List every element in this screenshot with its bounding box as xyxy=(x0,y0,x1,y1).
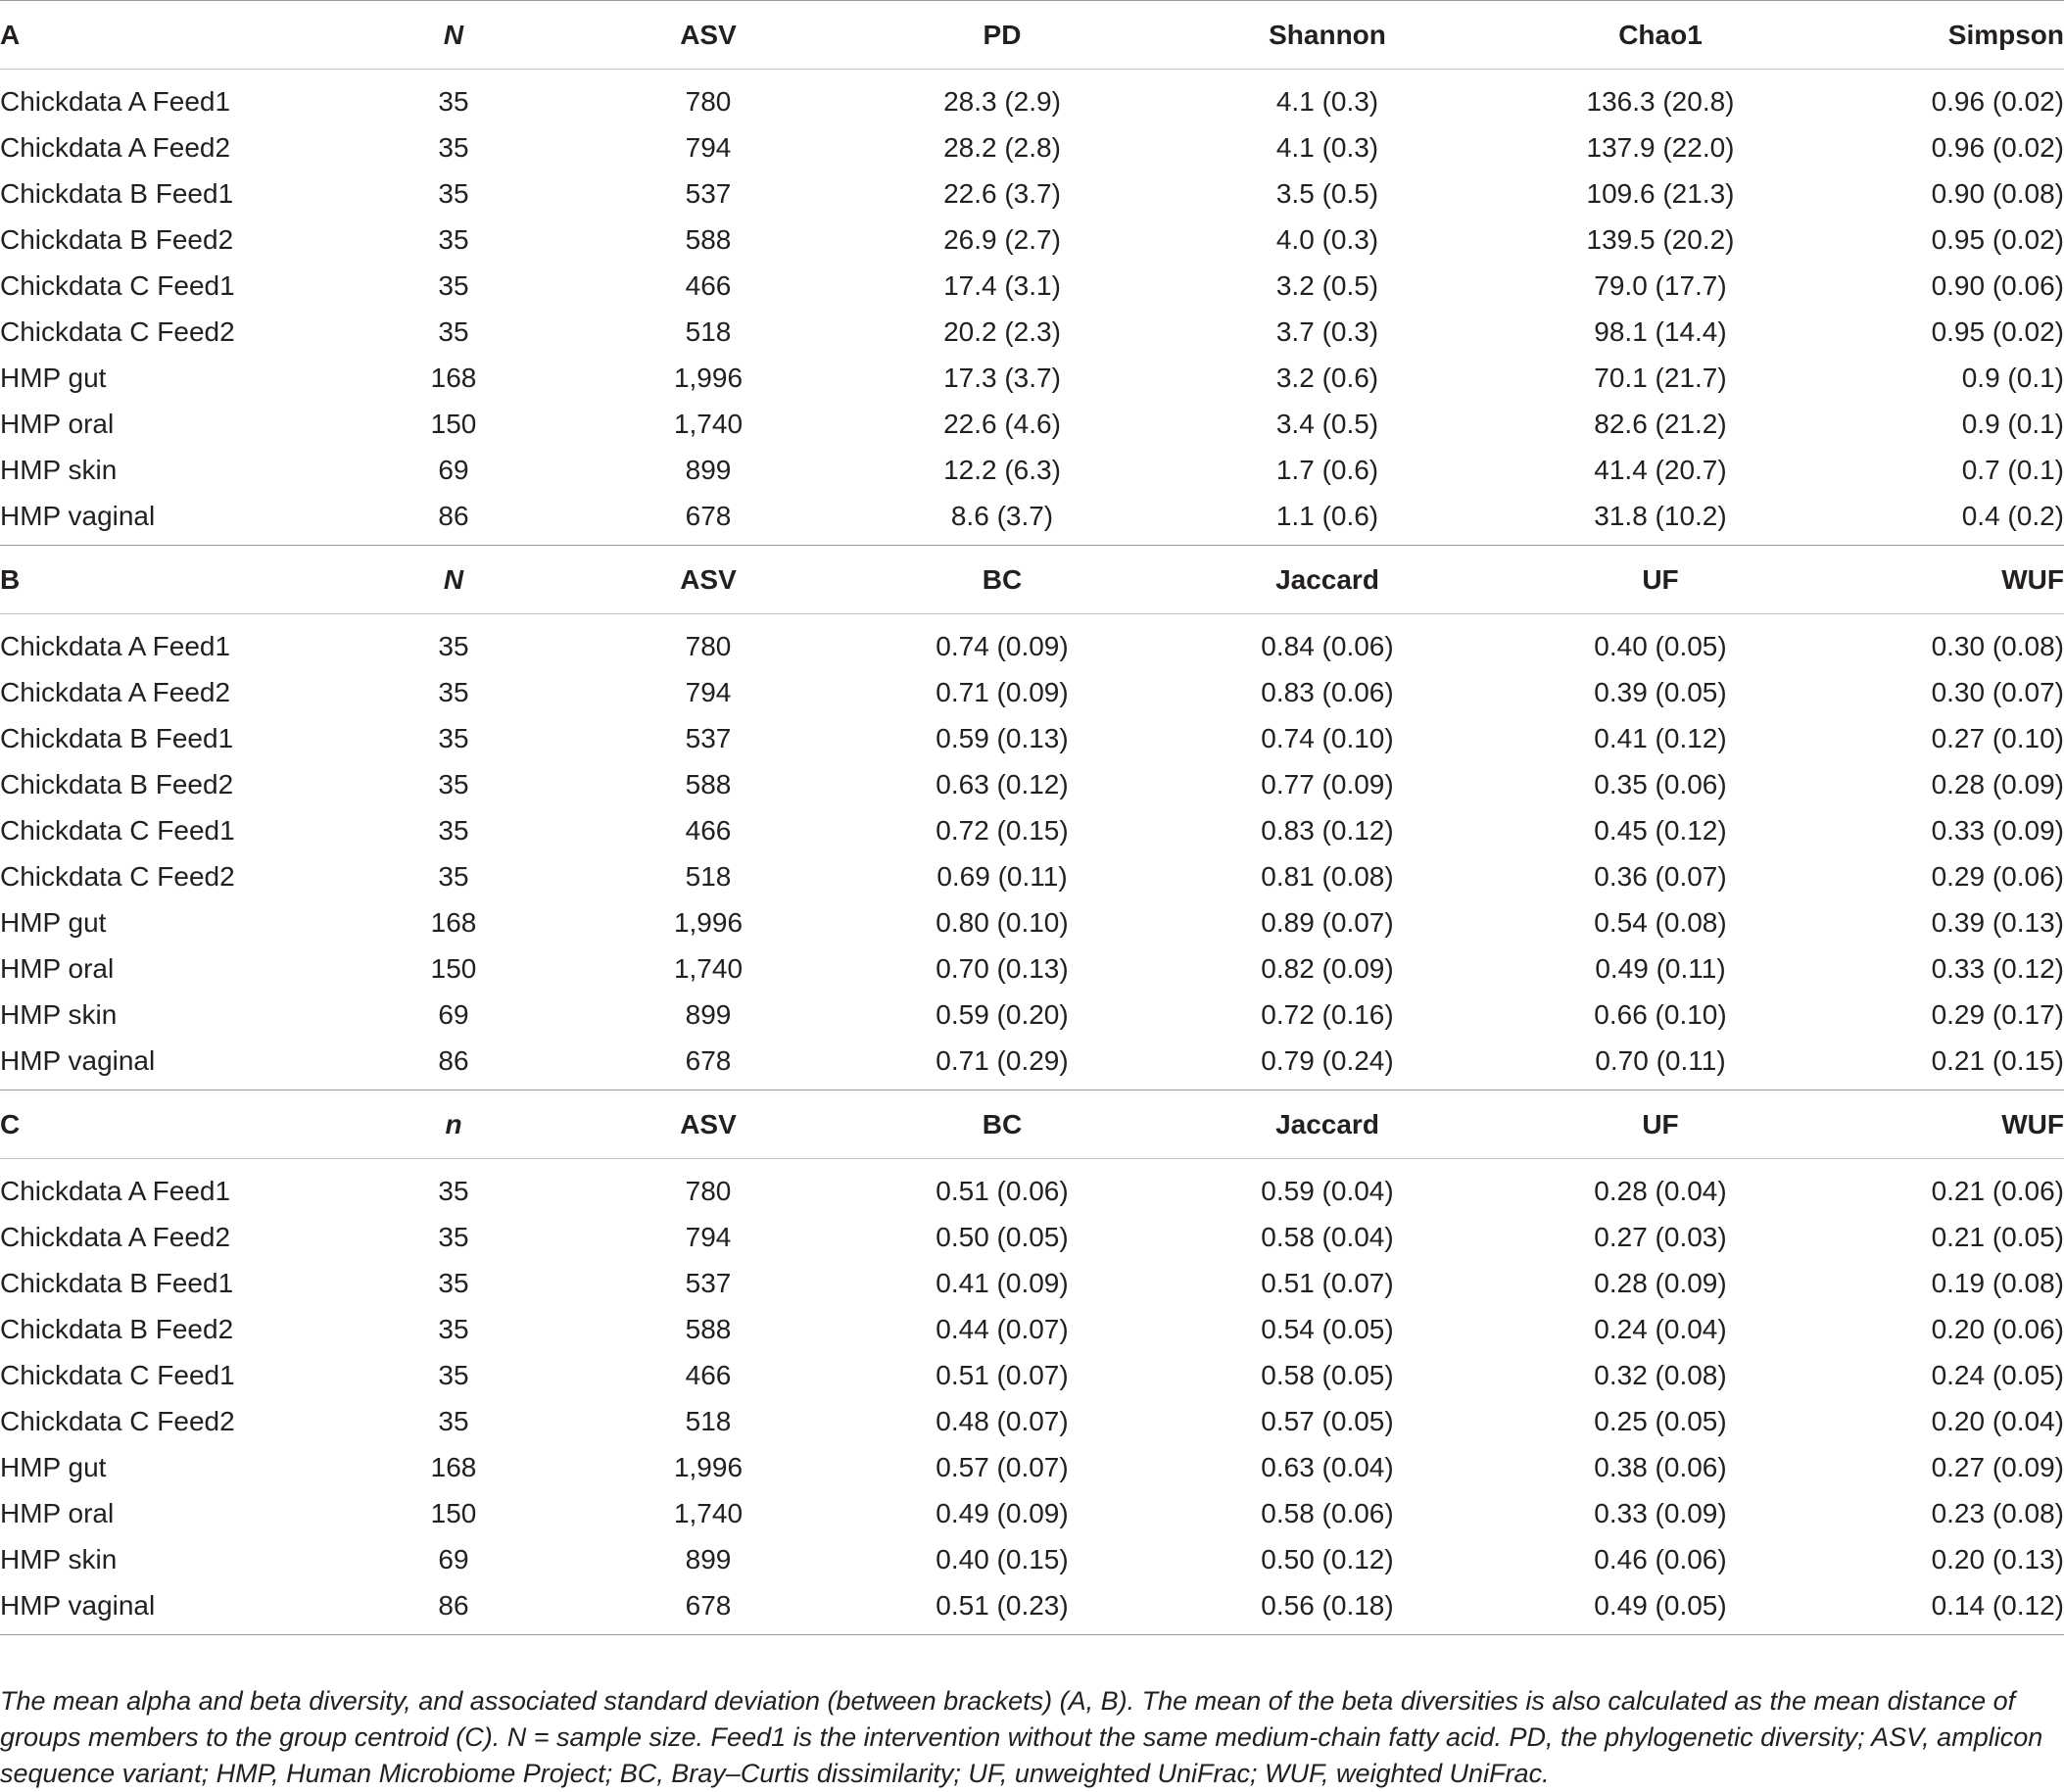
table-cell: 0.36 (0.07) xyxy=(1594,860,1727,892)
table-cell: 0.50 (0.05) xyxy=(936,1221,1069,1252)
table-cell: 0.21 (0.05) xyxy=(1931,1221,2064,1252)
table-cell: 0.71 (0.09) xyxy=(936,676,1069,707)
table-cell: 0.89 (0.07) xyxy=(1261,906,1394,938)
table-cell: 0.41 (0.12) xyxy=(1594,722,1727,753)
table-cell: 0.23 (0.08) xyxy=(1931,1497,2064,1528)
row-label: HMP vaginal xyxy=(0,1044,156,1076)
table-cell: 31.8 (10.2) xyxy=(1594,500,1727,531)
table-cell: 35 xyxy=(438,860,469,892)
table-cell: 1.1 (0.6) xyxy=(1275,500,1379,531)
table-cell: 0.49 (0.11) xyxy=(1595,952,1726,984)
table-row xyxy=(0,263,2064,309)
table-cell: 150 xyxy=(430,408,477,439)
table-row xyxy=(0,715,2064,761)
section-body-a xyxy=(0,70,2064,545)
table-cell: 0.33 (0.12) xyxy=(1931,952,2064,984)
table-cell: 0.39 (0.05) xyxy=(1594,676,1727,707)
table-cell: 28.3 (2.9) xyxy=(943,85,1061,117)
table-cell: 0.20 (0.06) xyxy=(1931,1313,2064,1344)
table-cell: 780 xyxy=(685,630,732,661)
table-caption: The mean alpha and beta diversity, and associated standard deviation (between brackets) (A, B). The mean of the beta diversities is also calculated as the mean distance of groups members to the group centroid (C). N = sample size. Feed1 is the intervention without the same medium-chain fatty acid. PD, the phylogenetic diversity; ASV, amplicon sequence variant; HMP, Human Microbiome Project; BC, Bray–Curtis dissimilarity; UF, unweighted UniFrac; WUF, weighted UniFrac. xyxy=(0,1686,2043,1788)
table-cell: 69 xyxy=(438,454,469,485)
table-cell: 0.21 (0.15) xyxy=(1931,1044,2064,1076)
table-cell: 0.33 (0.09) xyxy=(1931,814,2064,846)
row-label: Chickdata C Feed1 xyxy=(0,269,235,301)
table-row xyxy=(0,853,2064,899)
table-cell: 35 xyxy=(438,177,469,209)
table-cell: 0.24 (0.05) xyxy=(1931,1359,2064,1390)
table-cell: 0.14 (0.12) xyxy=(1931,1589,2064,1621)
table-cell: 0.82 (0.09) xyxy=(1261,952,1394,984)
table-cell: 0.79 (0.24) xyxy=(1261,1044,1394,1076)
table-cell: 518 xyxy=(685,860,732,892)
table-cell: 0.95 (0.02) xyxy=(1931,223,2064,255)
table-cell: 35 xyxy=(438,1221,469,1252)
table-cell: 466 xyxy=(685,1359,732,1390)
row-label: Chickdata B Feed1 xyxy=(0,177,234,209)
table-cell: 35 xyxy=(438,131,469,163)
table-cell: 1,740 xyxy=(673,408,744,439)
table-cell: 35 xyxy=(438,85,469,117)
row-label: HMP skin xyxy=(0,998,118,1030)
table-cell: 0.27 (0.10) xyxy=(1931,722,2064,753)
table-cell: 678 xyxy=(685,1044,732,1076)
table-cell: 0.33 (0.09) xyxy=(1594,1497,1727,1528)
table-cell: 588 xyxy=(685,223,732,255)
table-cell: 1,740 xyxy=(673,952,744,984)
row-label: Chickdata C Feed1 xyxy=(0,1359,235,1390)
row-label: HMP gut xyxy=(0,1451,107,1482)
table-cell: 12.2 (6.3) xyxy=(943,454,1061,485)
table-cell: 0.90 (0.06) xyxy=(1931,269,2064,301)
table-row xyxy=(0,170,2064,217)
table-cell: 537 xyxy=(685,177,732,209)
table-cell: 35 xyxy=(438,269,469,301)
table-cell: 537 xyxy=(685,722,732,753)
table-cell: 0.24 (0.04) xyxy=(1594,1313,1727,1344)
table-cell: 0.80 (0.10) xyxy=(936,906,1069,938)
table-cell: 98.1 (14.4) xyxy=(1594,315,1727,347)
table-cell: 0.39 (0.13) xyxy=(1931,906,2064,938)
table-cell: 899 xyxy=(685,454,732,485)
section-header-a xyxy=(0,0,2064,70)
table-cell: 899 xyxy=(685,1543,732,1574)
section-body-b xyxy=(0,614,2064,1090)
row-label: HMP vaginal xyxy=(0,1589,156,1621)
table-cell: 0.51 (0.23) xyxy=(936,1589,1069,1621)
table-cell: 0.21 (0.06) xyxy=(1931,1175,2064,1206)
table-cell: 86 xyxy=(438,1589,469,1621)
table-cell: 678 xyxy=(685,1589,732,1621)
table-bottom-rule xyxy=(0,1634,2064,1635)
table-cell: 35 xyxy=(438,315,469,347)
table-cell: 0.46 (0.06) xyxy=(1594,1543,1727,1574)
table-cell: 0.81 (0.08) xyxy=(1261,860,1394,892)
table-cell: 0.58 (0.05) xyxy=(1261,1359,1394,1390)
table-row xyxy=(0,1398,2064,1444)
table-cell: 0.49 (0.09) xyxy=(936,1497,1069,1528)
column-header: UF xyxy=(1642,563,1679,595)
table-cell: 0.48 (0.07) xyxy=(936,1405,1069,1436)
table-cell: 0.59 (0.20) xyxy=(936,998,1069,1030)
table-cell: 0.27 (0.03) xyxy=(1594,1221,1727,1252)
table-cell: 3.2 (0.5) xyxy=(1275,269,1379,301)
table-cell: 70.1 (21.7) xyxy=(1594,362,1727,393)
table-cell: 0.74 (0.09) xyxy=(936,630,1069,661)
table-cell: 35 xyxy=(438,223,469,255)
table-cell: 518 xyxy=(685,315,732,347)
table-cell: 0.19 (0.08) xyxy=(1931,1267,2064,1298)
row-label: HMP oral xyxy=(0,408,115,439)
table-cell: 35 xyxy=(438,1405,469,1436)
table-cell: 0.40 (0.15) xyxy=(936,1543,1069,1574)
table-cell: 0.35 (0.06) xyxy=(1594,768,1727,799)
table-cell: 1,740 xyxy=(673,1497,744,1528)
column-header: Jaccard xyxy=(1275,563,1379,595)
table-cell: 0.54 (0.05) xyxy=(1261,1313,1394,1344)
row-label: Chickdata B Feed1 xyxy=(0,1267,234,1298)
table-cell: 35 xyxy=(438,1359,469,1390)
table-cell: 0.66 (0.10) xyxy=(1594,998,1727,1030)
table-cell: 0.28 (0.09) xyxy=(1594,1267,1727,1298)
row-label: HMP skin xyxy=(0,454,118,485)
table-cell: 1,996 xyxy=(673,1451,744,1482)
row-label: Chickdata C Feed2 xyxy=(0,315,235,347)
table-row xyxy=(0,309,2064,355)
row-label: Chickdata A Feed1 xyxy=(0,1175,231,1206)
table-cell: 168 xyxy=(430,362,477,393)
table-cell: 0.50 (0.12) xyxy=(1261,1543,1394,1574)
table-row xyxy=(0,1260,2064,1306)
table-cell: 0.28 (0.04) xyxy=(1594,1175,1727,1206)
table-cell: 0.29 (0.17) xyxy=(1931,998,2064,1030)
table-cell: 0.74 (0.10) xyxy=(1261,722,1394,753)
table-row xyxy=(0,1168,2064,1214)
row-label: Chickdata B Feed2 xyxy=(0,1313,234,1344)
table-cell: 899 xyxy=(685,998,732,1030)
table-cell: 137.9 (22.0) xyxy=(1586,131,1735,163)
column-header: ASV xyxy=(680,563,737,595)
table-cell: 0.58 (0.04) xyxy=(1261,1221,1394,1252)
table-cell: 1.7 (0.6) xyxy=(1275,454,1379,485)
table-row xyxy=(0,899,2064,945)
row-label: Chickdata C Feed1 xyxy=(0,814,235,846)
table-cell: 0.4 (0.2) xyxy=(1961,500,2064,531)
table-row xyxy=(0,1490,2064,1536)
column-header: N xyxy=(443,19,464,50)
row-label: HMP vaginal xyxy=(0,500,156,531)
table-cell: 86 xyxy=(438,500,469,531)
table-cell: 0.25 (0.05) xyxy=(1594,1405,1727,1436)
table-cell: 794 xyxy=(685,131,732,163)
table-cell: 0.30 (0.08) xyxy=(1931,630,2064,661)
table-cell: 0.51 (0.07) xyxy=(1261,1267,1394,1298)
table-cell: 0.83 (0.06) xyxy=(1261,676,1394,707)
table-row xyxy=(0,623,2064,669)
table-cell: 537 xyxy=(685,1267,732,1298)
row-label: Chickdata B Feed2 xyxy=(0,768,234,799)
table-cell: 168 xyxy=(430,906,477,938)
column-header: n xyxy=(445,1108,462,1139)
column-header: Chao1 xyxy=(1618,19,1703,50)
table-row xyxy=(0,78,2064,124)
table-cell: 17.4 (3.1) xyxy=(943,269,1061,301)
table-cell: 780 xyxy=(685,1175,732,1206)
column-header: Jaccard xyxy=(1275,1108,1379,1139)
table-row xyxy=(0,1444,2064,1490)
column-header: BC xyxy=(982,1108,1023,1139)
column-header: Shannon xyxy=(1269,19,1386,50)
table-cell: 0.84 (0.06) xyxy=(1261,630,1394,661)
table-cell: 3.2 (0.6) xyxy=(1275,362,1379,393)
section-header-b xyxy=(0,545,2064,614)
table-cell: 35 xyxy=(438,676,469,707)
table-row xyxy=(0,1352,2064,1398)
table-cell: 0.20 (0.13) xyxy=(1931,1543,2064,1574)
table-row xyxy=(0,945,2064,992)
table-cell: 780 xyxy=(685,85,732,117)
table-row xyxy=(0,217,2064,263)
table-cell: 0.95 (0.02) xyxy=(1931,315,2064,347)
table-cell: 1,996 xyxy=(673,906,744,938)
table-cell: 35 xyxy=(438,722,469,753)
section-body-c xyxy=(0,1159,2064,1634)
table-cell: 26.9 (2.7) xyxy=(943,223,1061,255)
table-cell: 41.4 (20.7) xyxy=(1594,454,1727,485)
table-cell: 588 xyxy=(685,768,732,799)
table-cell: 518 xyxy=(685,1405,732,1436)
table-cell: 0.56 (0.18) xyxy=(1261,1589,1394,1621)
table-cell: 0.7 (0.1) xyxy=(1961,454,2064,485)
row-label: Chickdata A Feed1 xyxy=(0,85,231,117)
column-header: BC xyxy=(982,563,1023,595)
column-header: Simpson xyxy=(1947,19,2064,50)
table-cell: 69 xyxy=(438,998,469,1030)
table-cell: 3.5 (0.5) xyxy=(1275,177,1379,209)
table-cell: 0.51 (0.06) xyxy=(936,1175,1069,1206)
column-header: WUF xyxy=(2001,1108,2064,1139)
table-cell: 0.59 (0.13) xyxy=(936,722,1069,753)
row-label: HMP skin xyxy=(0,1543,118,1574)
table-row xyxy=(0,355,2064,401)
table-row xyxy=(0,1214,2064,1260)
table-row xyxy=(0,761,2064,807)
table-cell: 0.40 (0.05) xyxy=(1594,630,1727,661)
table-cell: 79.0 (17.7) xyxy=(1594,269,1727,301)
table-cell: 35 xyxy=(438,1175,469,1206)
table-row xyxy=(0,1536,2064,1582)
table-row xyxy=(0,807,2064,853)
table-cell: 3.4 (0.5) xyxy=(1275,408,1379,439)
table-cell: 0.41 (0.09) xyxy=(936,1267,1069,1298)
table-cell: 136.3 (20.8) xyxy=(1586,85,1735,117)
table-row xyxy=(0,493,2064,539)
table-cell: 22.6 (3.7) xyxy=(943,177,1061,209)
table-cell: 794 xyxy=(685,1221,732,1252)
table-cell: 150 xyxy=(430,952,477,984)
table-row xyxy=(0,1582,2064,1628)
table-cell: 86 xyxy=(438,1044,469,1076)
table-cell: 794 xyxy=(685,676,732,707)
row-label: HMP oral xyxy=(0,952,115,984)
row-label: HMP gut xyxy=(0,906,107,938)
table-cell: 4.1 (0.3) xyxy=(1275,131,1379,163)
table-cell: 3.7 (0.3) xyxy=(1275,315,1379,347)
column-header: N xyxy=(443,563,464,595)
table-cell: 0.63 (0.12) xyxy=(936,768,1069,799)
table-row xyxy=(0,992,2064,1038)
table-cell: 109.6 (21.3) xyxy=(1586,177,1735,209)
table-row xyxy=(0,401,2064,447)
column-header: ASV xyxy=(680,1108,737,1139)
table-cell: 0.69 (0.11) xyxy=(936,860,1068,892)
table-cell: 4.0 (0.3) xyxy=(1275,223,1379,255)
table-cell: 0.27 (0.09) xyxy=(1931,1451,2064,1482)
table-cell: 0.58 (0.06) xyxy=(1261,1497,1394,1528)
table-cell: 35 xyxy=(438,768,469,799)
table-row xyxy=(0,1306,2064,1352)
table-cell: 0.70 (0.11) xyxy=(1595,1044,1726,1076)
table-cell: 168 xyxy=(430,1451,477,1482)
table-cell: 0.30 (0.07) xyxy=(1931,676,2064,707)
table-cell: 1,996 xyxy=(673,362,744,393)
table-cell: 0.96 (0.02) xyxy=(1931,131,2064,163)
section-label: C xyxy=(0,1108,21,1139)
column-header: ASV xyxy=(680,19,737,50)
table-cell: 22.6 (4.6) xyxy=(943,408,1061,439)
table-cell: 35 xyxy=(438,814,469,846)
table-cell: 466 xyxy=(685,269,732,301)
table-cell: 0.38 (0.06) xyxy=(1594,1451,1727,1482)
section-label: B xyxy=(0,563,21,595)
table-row xyxy=(0,124,2064,170)
table-cell: 0.28 (0.09) xyxy=(1931,768,2064,799)
table-cell: 0.54 (0.08) xyxy=(1594,906,1727,938)
table-cell: 0.72 (0.15) xyxy=(936,814,1069,846)
column-header: UF xyxy=(1642,1108,1679,1139)
table-cell: 0.45 (0.12) xyxy=(1594,814,1727,846)
table-cell: 35 xyxy=(438,1267,469,1298)
row-label: Chickdata A Feed1 xyxy=(0,630,231,661)
table-cell: 0.49 (0.05) xyxy=(1594,1589,1727,1621)
table-cell: 150 xyxy=(430,1497,477,1528)
column-header: WUF xyxy=(2001,563,2064,595)
table-cell: 0.63 (0.04) xyxy=(1261,1451,1394,1482)
row-label: Chickdata A Feed2 xyxy=(0,676,231,707)
row-label: Chickdata C Feed2 xyxy=(0,1405,235,1436)
table-row xyxy=(0,447,2064,493)
table-cell: 678 xyxy=(685,500,732,531)
row-label: Chickdata B Feed2 xyxy=(0,223,234,255)
table-cell: 0.83 (0.12) xyxy=(1261,814,1394,846)
table-cell: 466 xyxy=(685,814,732,846)
section-header-c xyxy=(0,1090,2064,1159)
row-label: Chickdata B Feed1 xyxy=(0,722,234,753)
table-cell: 0.51 (0.07) xyxy=(936,1359,1069,1390)
table-cell: 0.70 (0.13) xyxy=(936,952,1069,984)
row-label: HMP gut xyxy=(0,362,107,393)
table-cell: 0.72 (0.16) xyxy=(1261,998,1394,1030)
table-cell: 4.1 (0.3) xyxy=(1275,85,1379,117)
table-cell: 0.20 (0.04) xyxy=(1931,1405,2064,1436)
table-cell: 0.57 (0.05) xyxy=(1261,1405,1394,1436)
table-cell: 0.59 (0.04) xyxy=(1261,1175,1394,1206)
table-cell: 69 xyxy=(438,1543,469,1574)
table-row xyxy=(0,1038,2064,1084)
table-cell: 0.96 (0.02) xyxy=(1931,85,2064,117)
table-cell: 588 xyxy=(685,1313,732,1344)
table-cell: 82.6 (21.2) xyxy=(1594,408,1727,439)
row-label: Chickdata C Feed2 xyxy=(0,860,235,892)
table-cell: 139.5 (20.2) xyxy=(1586,223,1735,255)
table-cell: 8.6 (3.7) xyxy=(950,500,1054,531)
table-cell: 0.90 (0.08) xyxy=(1931,177,2064,209)
table-cell: 28.2 (2.8) xyxy=(943,131,1061,163)
table-cell: 0.77 (0.09) xyxy=(1261,768,1394,799)
table-cell: 20.2 (2.3) xyxy=(943,315,1061,347)
table-row xyxy=(0,669,2064,715)
table-cell: 0.32 (0.08) xyxy=(1594,1359,1727,1390)
table-cell: 35 xyxy=(438,1313,469,1344)
table-cell: 0.29 (0.06) xyxy=(1931,860,2064,892)
column-header: PD xyxy=(983,19,1022,50)
table-cell: 35 xyxy=(438,630,469,661)
table-cell: 0.9 (0.1) xyxy=(1961,362,2064,393)
table-cell: 0.71 (0.29) xyxy=(936,1044,1069,1076)
row-label: Chickdata A Feed2 xyxy=(0,1221,231,1252)
row-label: Chickdata A Feed2 xyxy=(0,131,231,163)
table-cell: 0.44 (0.07) xyxy=(936,1313,1069,1344)
row-label: HMP oral xyxy=(0,1497,115,1528)
table-cell: 0.9 (0.1) xyxy=(1961,408,2064,439)
table-cell: 17.3 (3.7) xyxy=(943,362,1061,393)
section-label: A xyxy=(0,19,21,50)
table-cell: 0.57 (0.07) xyxy=(936,1451,1069,1482)
